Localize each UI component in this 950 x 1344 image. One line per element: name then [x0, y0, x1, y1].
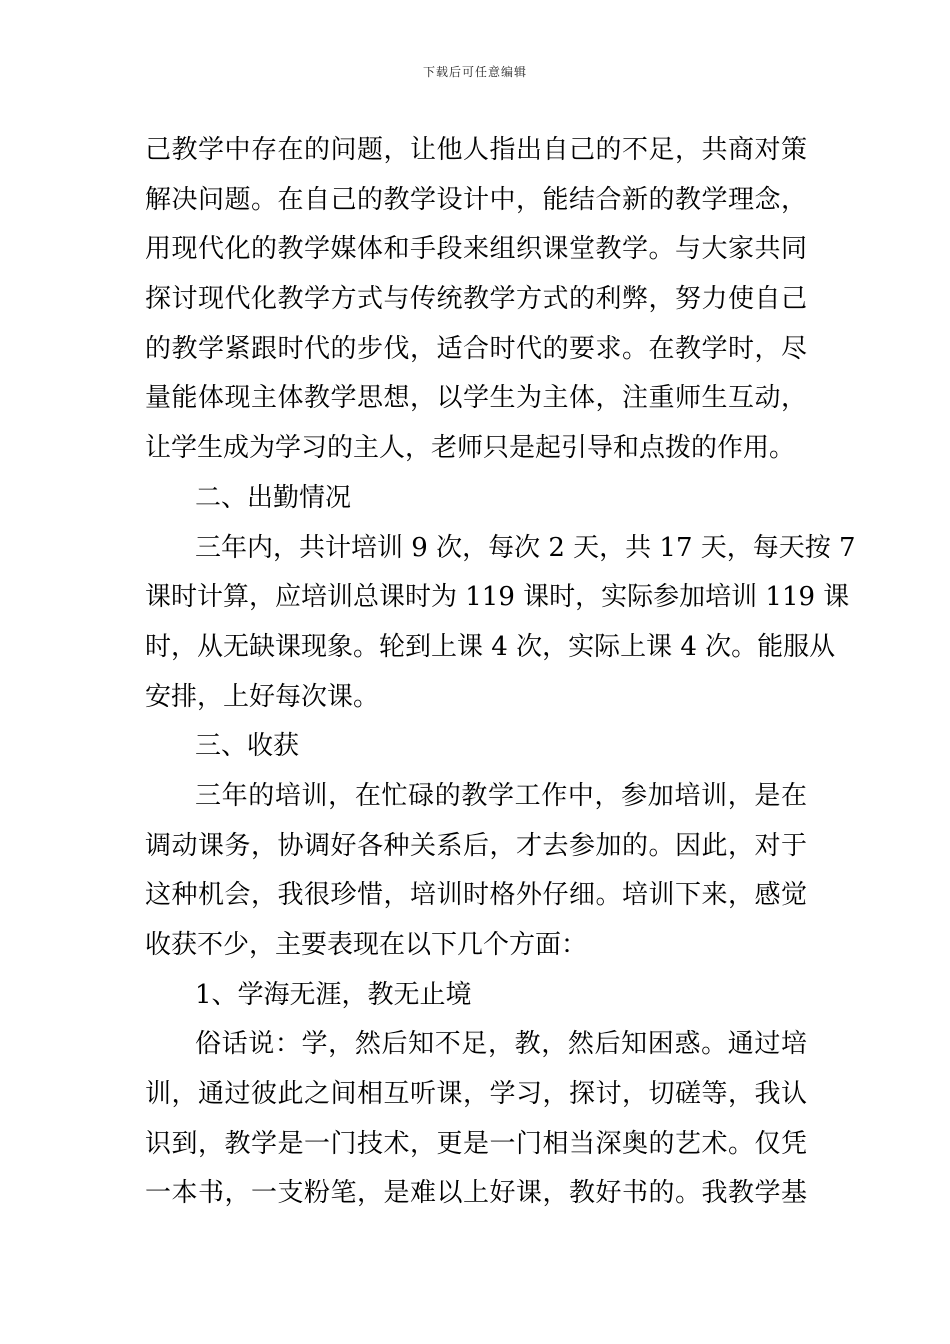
text-line: 时，从无缺课现象。轮到上课 4 次，实际上课 4 次。能服从 [145, 631, 836, 662]
text-line: 三、收获 [195, 731, 300, 762]
text-line: 训，通过彼此之间相互听课，学习，探讨，切磋等，我认 [145, 1079, 807, 1110]
text-line: 探讨现代化教学方式与传统教学方式的利弊，努力使自己 [145, 284, 807, 315]
text-line: 调动课务，协调好各种关系后，才去参加的。因此，对于 [145, 830, 807, 861]
document-body [145, 126, 856, 1219]
text-line: 的教学紧跟时代的步伐，适合时代的要求。在教学时，尽 [145, 333, 807, 364]
text-line: 三年的培训，在忙碌的教学工作中，参加培训，是在 [195, 780, 807, 811]
text-line: 课时计算，应培训总课时为 119 课时，实际参加培训 119 课 [145, 582, 850, 613]
text-line: 二、出勤情况 [195, 482, 352, 513]
text-line: 三年内，共计培训 9 次，每次 2 天，共 17 天，每天按 7 [195, 532, 856, 563]
text-line: 安排，上好每次课。 [145, 681, 380, 712]
text-line: 让学生成为学习的主人，老师只是起引导和点拨的作用。 [145, 433, 796, 464]
text-line: 这种机会，我很珍惜，培训时格外仔细。培训下来，感觉 [145, 880, 807, 911]
text-line: 一本书，一支粉笔，是难以上好课，教好书的。我教学基 [145, 1178, 807, 1209]
text-line: 识到，教学是一门技术，更是一门相当深奥的艺术。仅凭 [145, 1128, 807, 1159]
text-line: 俗话说：学，然后知不足，教，然后知困惑。通过培 [195, 1029, 807, 1060]
text-line: 收获不少，主要表现在以下几个方面： [145, 930, 588, 960]
text-line: 量能体现主体教学思想，以学生为主体，注重师生互动， [145, 383, 807, 414]
page-header: 下载后可任意编辑 [422, 65, 527, 79]
text-line: 解决问题。在自己的教学设计中，能结合新的教学理念， [145, 184, 807, 215]
text-line: 己教学中存在的问题，让他人指出自己的不足，共商对策 [145, 135, 807, 165]
text-line: 1、学海无涯，教无止境 [195, 979, 472, 1010]
text-line: 用现代化的教学媒体和手段来组织课堂教学。与大家共同 [145, 234, 807, 265]
